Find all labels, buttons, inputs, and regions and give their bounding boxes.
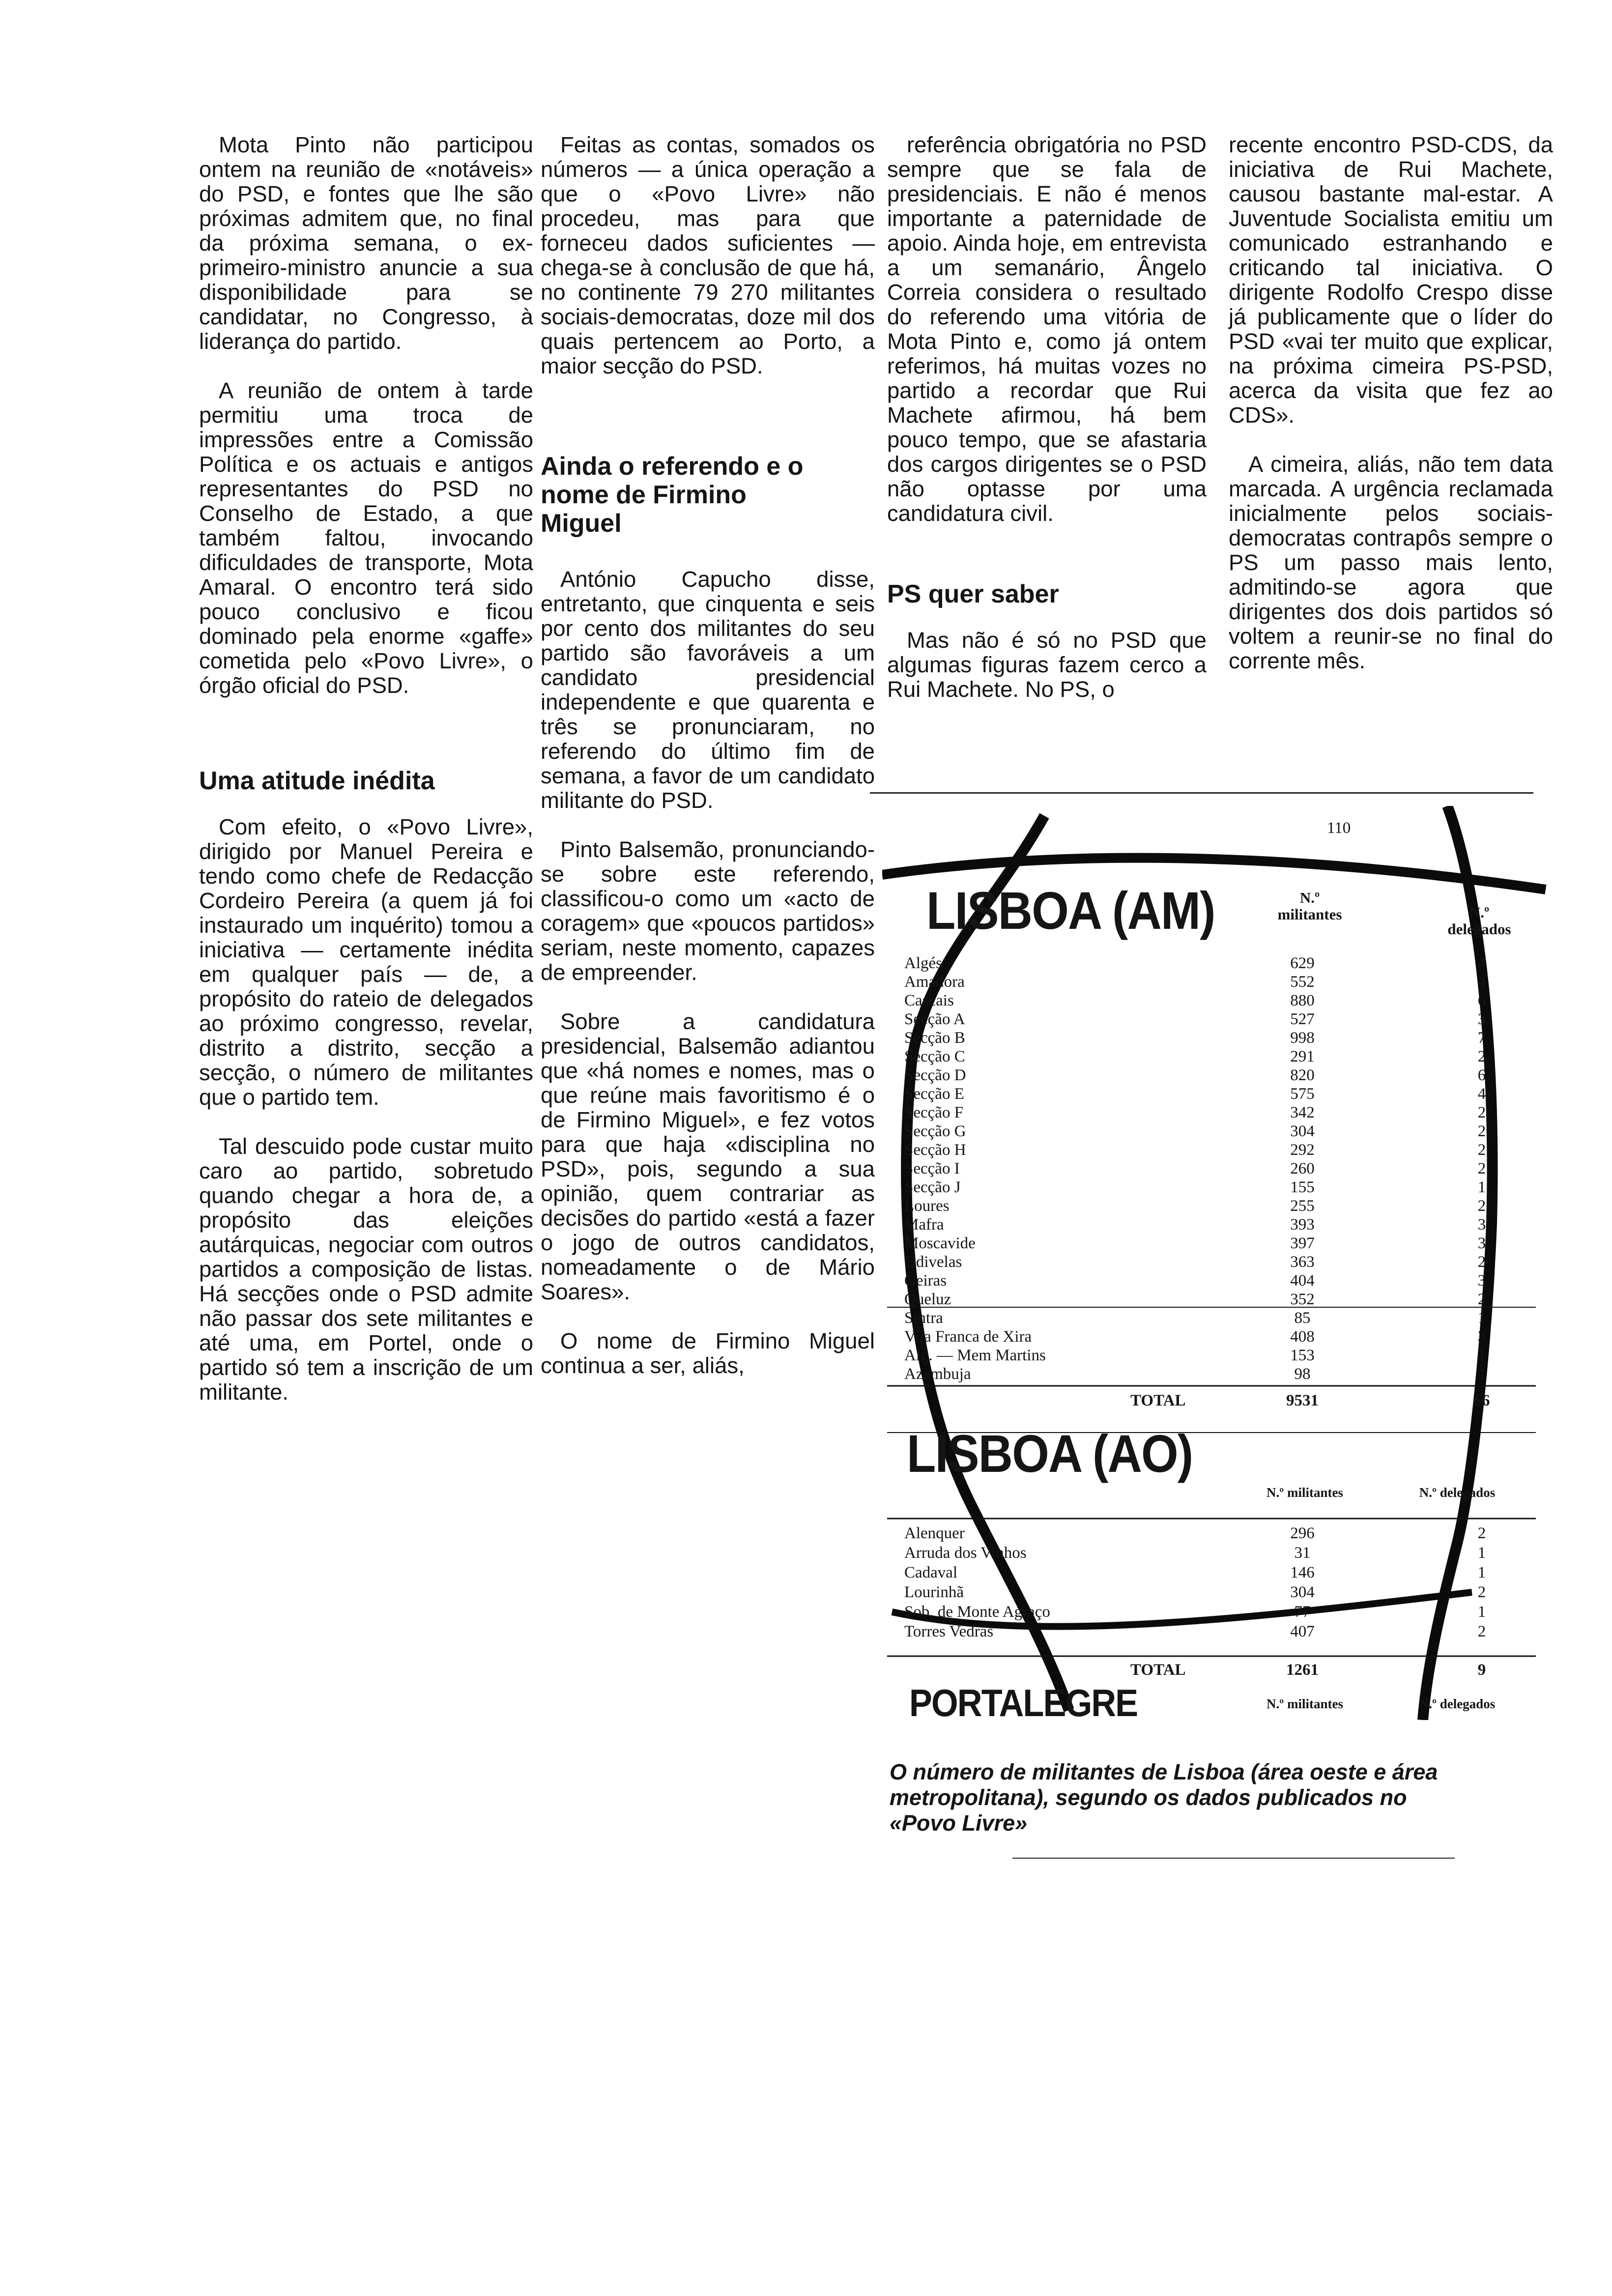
row-name: Secção C <box>904 1048 965 1065</box>
total-militantes: 9531 <box>1286 1392 1319 1409</box>
row-delegados: 1 <box>1477 1365 1486 1383</box>
row-name: Secção F <box>904 1104 964 1121</box>
row-delegados: 1 <box>1477 1309 1486 1327</box>
row-delegados: 2 <box>1477 1048 1486 1065</box>
total-delegados: 66 <box>1473 1392 1490 1409</box>
paragraph: Sobre a candidatura presidencial, Balsemão adiantou que «há nomes e nomes, mas o que reúne mais favoritismo é o de Firmino Miguel», e fez votos para que haja «disciplina no PSD», pois, segundo a sua opinião, quem contrariar as decisões do partido «está a fazer o jogo de outros candidatos, nomeadamente o de Mário Soares». <box>541 1009 875 1304</box>
table-row <box>904 1140 1543 1160</box>
column-header-delegados: N.º delegados <box>1419 1696 1496 1711</box>
section-heading: Ainda o referendo e o nome de Firmino Miguel <box>541 452 804 538</box>
row-name: Arruda dos Vinhos <box>904 1544 1027 1562</box>
row-delegados: 3 <box>1477 1010 1486 1028</box>
row-name: Loures <box>904 1197 950 1215</box>
row-militantes: 880 <box>1290 992 1315 1009</box>
row-delegados: 2 <box>1477 1160 1486 1177</box>
column-header-delegados: N.º delegados <box>1447 904 1511 938</box>
row-delegados: 3 <box>1477 1216 1486 1234</box>
row-militantes: 304 <box>1290 1122 1315 1140</box>
militants-table-clipping <box>882 806 1551 1724</box>
table-title-lisboa-am: LISBOA (AM) <box>926 881 1215 940</box>
row-militantes: 552 <box>1290 973 1315 991</box>
row-name: Amadora <box>904 973 965 991</box>
article-column-3 <box>887 133 1207 702</box>
table-row <box>904 1196 1543 1216</box>
table-top-total: 110 <box>1327 819 1351 837</box>
table-row <box>904 1121 1543 1141</box>
row-militantes: 407 <box>1290 1623 1315 1640</box>
row-name: Queluz <box>904 1291 951 1308</box>
row-name: Cascais <box>904 992 954 1009</box>
row-delegados: 1 <box>1477 1603 1486 1621</box>
column-header-delegados: N.º delegados <box>1419 1485 1496 1500</box>
row-militantes: 255 <box>1290 1197 1315 1215</box>
row-name: Lourinhã <box>904 1583 964 1601</box>
row-militantes: 296 <box>1290 1524 1315 1542</box>
row-delegados: 2 <box>1477 1122 1486 1140</box>
column-header-militantes: N.º militantes <box>1267 1485 1343 1500</box>
table-row <box>904 991 1543 1010</box>
row-name: Alg. — Mem Martins <box>904 1347 1046 1364</box>
paragraph: Tal descuido pode custar muito caro ao partido, sobretudo quando chegar a hora de, a propósito das eleições autárquicas, negociar com outros partidos a composição de listas. Há secções onde o PSD admite não passar dos sete militantes e até uma, em Portel, onde o partido só tem a inscrição de um militante. <box>199 1134 533 1405</box>
paragraph: Feitas as contas, somados os números — a única operação a que o «Povo Livre» não procedeu, mas para que forneceu dados suficientes — chega-se à conclusão de que há, no continente 79 270 militantes sociais-democratas, doze mil dos quais pertencem ao Porto, a maior secção do PSD. <box>541 132 875 378</box>
row-delegados: 2 <box>1477 1197 1486 1215</box>
row-name: Torres Vedras <box>904 1623 994 1640</box>
table-row <box>904 1290 1543 1309</box>
row-militantes: 146 <box>1290 1564 1315 1581</box>
row-name: Secção H <box>904 1141 966 1159</box>
table-row <box>904 1084 1543 1104</box>
row-militantes: 153 <box>1290 1347 1315 1364</box>
table-title-lisboa-ao: LISBOA (AO) <box>907 1424 1193 1483</box>
row-militantes: 98 <box>1294 1365 1311 1383</box>
row-delegados: 2 <box>1477 1141 1486 1159</box>
row-militantes: 404 <box>1290 1272 1315 1290</box>
table-row <box>904 1582 1543 1602</box>
row-delegados: 1 <box>1477 1544 1486 1562</box>
paragraph: Pinto Balsemão, pronunciando-se sobre este referendo, classificou-o como um «acto de coragem» que «poucos partidos» seriam, neste momento, capazes de empreender. <box>541 837 875 985</box>
row-name: Secção A <box>904 1010 965 1028</box>
table-row <box>904 953 1543 973</box>
row-militantes: 629 <box>1290 954 1315 972</box>
row-militantes: 291 <box>1290 1048 1315 1065</box>
row-militantes: 260 <box>1290 1160 1315 1177</box>
row-delegados: 1 <box>1477 1347 1486 1364</box>
row-militantes: 342 <box>1290 1104 1315 1121</box>
row-name: Secção E <box>904 1085 964 1103</box>
total-militantes: 1261 <box>1286 1661 1319 1679</box>
table-row <box>904 1252 1543 1272</box>
table-total-row <box>904 1391 1543 1410</box>
row-name: Secção D <box>904 1066 966 1084</box>
row-name: Vila Franca de Xira <box>904 1328 1032 1346</box>
row-delegados: 2 <box>1477 1291 1486 1308</box>
article-column-2 <box>541 133 875 1378</box>
row-delegados: 6 <box>1477 992 1486 1009</box>
row-delegados: 4 <box>1477 954 1486 972</box>
table-row <box>904 1308 1543 1328</box>
row-name: Sob. de Monte Agraço <box>904 1603 1050 1621</box>
table-row <box>904 1047 1543 1066</box>
row-militantes: 292 <box>1290 1141 1315 1159</box>
paragraph: A cimeira, aliás, não tem data marcada. A urgência reclamada inicialmente pelos sociais-democratas contrapôs sempre o PS um passo mais lento, admitindo-se agora que dirigentes dos dois partidos só voltem a reunir-se no final do corrente mês. <box>1229 452 1553 673</box>
total-delegados: 9 <box>1477 1661 1486 1679</box>
table-row <box>904 1346 1543 1365</box>
table-row <box>904 1543 1543 1563</box>
row-name: Odivelas <box>904 1253 962 1271</box>
row-delegados: 3 <box>1477 1328 1486 1346</box>
row-delegados: 2 <box>1477 1583 1486 1601</box>
table-row <box>904 1234 1543 1253</box>
row-name: Azambuja <box>904 1365 971 1383</box>
row-delegados: 4 <box>1477 1085 1486 1103</box>
divider-rule <box>870 792 1533 794</box>
table-row <box>904 972 1543 992</box>
row-name: Moscavide <box>904 1234 976 1252</box>
row-militantes: 527 <box>1290 1010 1315 1028</box>
row-name: Secção G <box>904 1122 966 1140</box>
column-header-militantes: N.º militantes <box>1277 889 1342 923</box>
row-militantes: 575 <box>1290 1085 1315 1103</box>
row-delegados: 1 <box>1477 1564 1486 1581</box>
row-delegados: 2 <box>1477 1623 1486 1640</box>
article-column-4 <box>1229 133 1553 673</box>
row-militantes: 397 <box>1290 1234 1315 1252</box>
row-delegados: 3 <box>1477 1272 1486 1290</box>
table-row <box>904 1159 1543 1178</box>
row-delegados: 1 <box>1477 1178 1486 1196</box>
row-name: Oeiras <box>904 1272 947 1290</box>
row-delegados: 6 <box>1477 1066 1486 1084</box>
table-row <box>904 1271 1543 1291</box>
table-row <box>904 1602 1543 1622</box>
table-row <box>904 1028 1543 1048</box>
paragraph: referência obrigatória no PSD sempre que se fala de presidenciais. E não é menos importante a paternidade de apoio. Ainda hoje, em entrevista a um semanário, Ângelo Correia considera o resultado do referendo uma vitória de Mota Pinto e, como já ontem referimos, há muitas vozes no partido a recordar que Rui Machete afirmou, há bem pouco tempo, que se afastaria dos cargos dirigentes se o PSD não optasse por uma candidatura civil. <box>887 132 1207 526</box>
row-delegados: 2 <box>1477 1104 1486 1121</box>
table-row <box>904 1327 1543 1347</box>
row-militantes: 363 <box>1290 1253 1315 1271</box>
paragraph: recente encontro PSD-CDS, da iniciativa de Rui Machete, causou bastante mal-estar. A Juventude Socialista emitiu um comunicado estranhando e criticando tal iniciativa. O dirigente Rodolfo Crespo disse já publicamente que o líder do PSD «vai ter muito que explicar, na próxima cimeira PS-PSD, acerca da visita que fez ao CDS». <box>1229 132 1553 428</box>
table-row <box>904 1009 1543 1029</box>
table-row <box>904 1563 1543 1582</box>
table-row <box>904 1622 1543 1641</box>
row-name: Sintra <box>904 1309 943 1327</box>
row-delegados: 2 <box>1477 1253 1486 1271</box>
row-militantes: 352 <box>1290 1291 1315 1308</box>
row-militantes: 998 <box>1290 1029 1315 1047</box>
table-row <box>904 1364 1543 1384</box>
row-delegados: 7 <box>1477 1029 1486 1047</box>
row-militantes: 155 <box>1290 1178 1315 1196</box>
paragraph: O nome de Firmino Miguel continua a ser, aliás, <box>541 1328 875 1378</box>
table-total-row <box>904 1660 1543 1680</box>
paragraph: António Capucho disse, entretanto, que cinquenta e seis por cento dos militantes do seu partido são favoráveis a um candidato presidencial independente e que quarenta e três se pronunciaram, no referendo do último fim de semana, a favor de um candidato militante do PSD. <box>541 567 875 813</box>
row-militantes: 393 <box>1290 1216 1315 1234</box>
row-militantes: 820 <box>1290 1066 1315 1084</box>
row-name: Secção I <box>904 1160 960 1177</box>
row-name: Alenquer <box>904 1524 965 1542</box>
total-label: TOTAL <box>1130 1661 1186 1679</box>
row-militantes: 31 <box>1294 1544 1311 1562</box>
row-militantes: 304 <box>1290 1583 1315 1601</box>
section-heading: PS quer saber <box>887 580 1059 608</box>
table-caption: O número de militantes de Lisboa (área oeste e área metropolitana), segundo os dados publicados no «Povo Livre» <box>890 1759 1438 1836</box>
row-militantes: 85 <box>1294 1309 1311 1327</box>
row-name: Secção J <box>904 1178 961 1196</box>
row-name: Algés <box>904 954 942 972</box>
column-header-militantes: N.º militantes <box>1267 1696 1343 1711</box>
row-name: Secção B <box>904 1029 965 1047</box>
paragraph: Mota Pinto não participou ontem na reunião de «notáveis» do PSD, e fontes que lhe são próximas admitem que, no final da próxima semana, o ex-primeiro-ministro anuncie a sua disponibilidade para se candidatar, no Congresso, à liderança do partido. <box>199 132 533 354</box>
row-militantes: 408 <box>1290 1328 1315 1346</box>
table-row <box>904 1103 1543 1122</box>
table-row <box>904 1215 1543 1234</box>
table-row <box>904 1177 1543 1197</box>
row-delegados: 2 <box>1477 1524 1486 1542</box>
table-row <box>904 1523 1543 1543</box>
total-label: TOTAL <box>1130 1392 1186 1409</box>
row-name: Cadaval <box>904 1564 958 1581</box>
caption-rule <box>1012 1858 1455 1859</box>
row-delegados: 3 <box>1477 1234 1486 1252</box>
paragraph: Mas não é só no PSD que algumas figuras fazem cerco a Rui Machete. No PS, o <box>887 628 1207 702</box>
section-heading: Uma atitude inédita <box>199 767 435 795</box>
paragraph: A reunião de ontem à tarde permitiu uma troca de impressões entre a Comissão Política e os actuais e antigos representantes do PSD no Conselho de Estado, a que também faltou, invocando dificuldades de transporte, Mota Amaral. O encontro terá sido pouco conclusivo e ficou dominado pela enorme «gaffe» cometida pelo «Povo Livre», o órgão oficial do PSD. <box>199 378 533 698</box>
article-column-1 <box>199 133 533 1405</box>
table-row <box>904 1065 1543 1085</box>
row-militantes: 77 <box>1294 1603 1311 1621</box>
row-delegados: 4 <box>1477 973 1486 991</box>
table-title-portalegre: PORTALEGRE <box>909 1681 1138 1724</box>
paragraph: Com efeito, o «Povo Livre», dirigido por Manuel Pereira e tendo como chefe de Redacção Cordeiro Pereira (a quem já foi instaurado um inquérito) tomou a iniciativa — certamente inédita em qualquer país — de, a propósito do rateio de delegados ao próximo congresso, revelar, distrito a distrito, secção a secção, o número de militantes que o partido tem. <box>199 814 533 1110</box>
row-name: Mafra <box>904 1216 944 1234</box>
